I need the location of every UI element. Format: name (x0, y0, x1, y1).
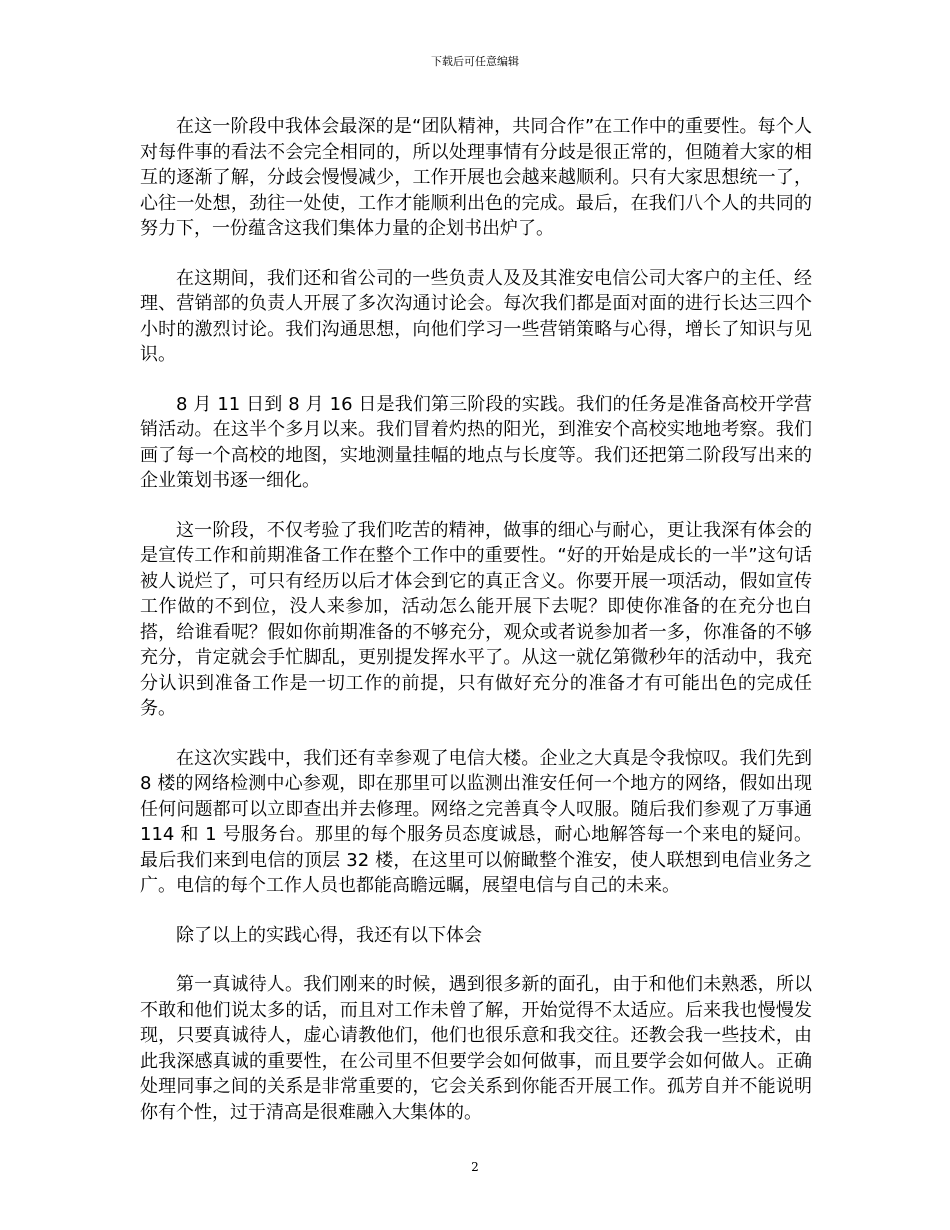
paragraph-third-stage: 8 月 11 日到 8 月 16 日是我们第三阶段的实践。我们的任务是准备高校开学营销活动。在这半个多月以来。我们冒着灼热的阳光，到淮安个高校实地地考察。我们画了每一个高校的地图，实地测量挂幅的地点与长度等。我们还把第二阶段写出来的企业策划书逐一细化。 (140, 393, 812, 491)
page-header (0, 55, 950, 69)
paragraph-other-insights-intro: 除了以上的实践心得，我还有以下体会 (176, 924, 482, 946)
paragraph-telecom-building: 在这次实践中，我们还有幸参观了电信大楼。企业之大真是令我惊叹。我们先到 8 楼的网络检测中心参观，即在那里可以监测出淮安任何一个地方的网络，假如出现任何问题都可以立即查出并去修理。网络之完善真令人叹服。随后我们参观了万事通 114 和 1 号服务台。那里的每个服务员态度诚恳，耐心地解答每一个来电的疑问。最后我们来到电信的顶层 32 楼，在这里可以俯瞰整个淮安，使人联想到电信业务之广。电信的每个工作人员也都能高瞻远瞩，展望电信与自己的未来。 (140, 747, 812, 896)
paragraph-sincerity: 第一真诚待人。我们刚来的时候，遇到很多新的面孔，由于和他们未熟悉，所以不敢和他们说太多的话，而且对工作未曾了解，开始觉得不太适应。后来我也慢慢发现，只要真诚待人，虚心请教他们，他们也很乐意和我交往。还教会我一些技术，由此我深感真诚的重要性，在公司里不但要学会如何做事，而且要学会如何做人。正确处理同事之间的关系是非常重要的，它会关系到你能否开展工作。孤芳自并不能说明你有个性，过于清高是很难融入大集体的。 (140, 974, 812, 1123)
paragraph-discussion-meetings: 在这期间，我们还和省公司的一些负责人及及其淮安电信公司大客户的主任、经理、营销部的负责人开展了多次沟通讨论会。每次我们都是面对面的进行长达三四个小时的激烈讨论。我们沟通思想，向他们学习一些营销策略与心得，增长了知识与见识。 (140, 267, 812, 365)
header-text: 下载后可任意编辑 (431, 55, 519, 68)
page-footer (0, 1160, 950, 1174)
document-body (140, 114, 812, 1149)
page-number: 2 (471, 1160, 479, 1174)
paragraph-team-spirit: 在这一阶段中我体会最深的是“团队精神，共同合作”在工作中的重要性。每个人对每件事的看法不会完全相同的，所以处理事情有分歧是很正常的，但随着大家的相互的逐渐了解，分歧会慢慢减少，工作开展也会越来越顺利。只有大家思想统一了，心往一处想，劲往一处使，工作才能顺利出色的完成。最后，在我们八个人的共同的努力下，一份蕴含这我们集体力量的企划书出炉了。 (140, 116, 812, 239)
paragraph-preparation: 这一阶段，不仅考验了我们吃苦的精神，做事的细心与耐心，更让我深有体会的是宣传工作和前期准备工作在整个工作中的重要性。“好的开始是成长的一半”这句话被人说烂了，可只有经历以后才体会到它的真正含义。你要开展一项活动，假如宣传工作做的不到位，没人来参加，活动怎么能开展下去呢？即使你准备的在充分也白搭，给谁看呢？假如你前期准备的不够充分，观众或者说参加者一多，你准备的不够充分，肯定就会手忙脚乱，更别提发挥水平了。从这一就亿第微秒年的活动中，我充分认识到准备工作是一切工作的前提，只有做好充分的准备才有可能出色的完成任务。 (140, 519, 812, 719)
